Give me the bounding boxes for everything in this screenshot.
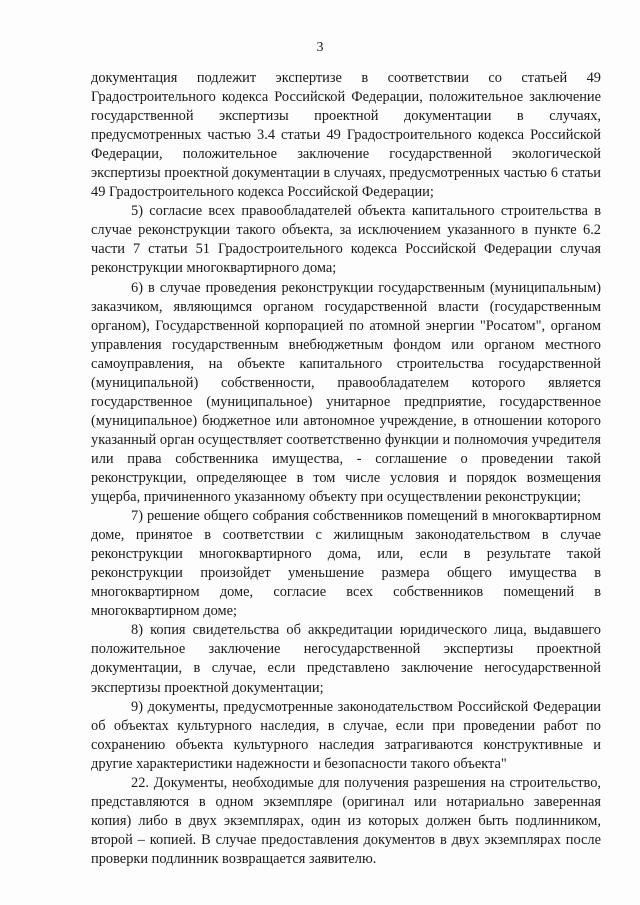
paragraph-continuation: документация подлежит экспертизе в соответствии со статьей 49 Градостроительного кодекса Российской Федерации, положительное заключение государственной экспертизы проектной документации в случаях, предусмотренных частью 3.4 статьи 49 Градостроительного кодекса Российской Федерации, положительное заключение государственной экологической экспертизы проектной документации в случаях, предусмотренных частью 6 статьи 49 Градостроительного кодекса Российской Федерации; xyxy=(91,70,601,201)
paragraph-item-5: 5) согласие всех правообладателей объекта капитального строительства в случае реконструкции такого объекта, за исключением указанного в пункте 6.2 части 7 статьи 51 Градостроительного кодекса Российской Федерации случая реконструкции многоквартирного дома; xyxy=(91,203,601,277)
document-body xyxy=(91,69,601,869)
page-number: 3 xyxy=(316,40,324,55)
paragraph-item-7: 7) решение общего собрания собственников помещений в многоквартирном доме, принятое в соответствии с жилищным законодательством в случае реконструкции многоквартирного дома, или, если в результате такой реконструкции произойдет уменьшение размера общего имущества в многоквартирном доме, согласие всех собственников помещений в многоквартирном доме; xyxy=(91,508,601,620)
paragraph-clause-22: 22. Документы, необходимые для получения разрешения на строительство, представляются в одном экземпляре (оригинал или нотариально заверенная копия) либо в двух экземплярах, один из которых должен быть подлинником, второй – копией. В случае предоставления документов в двух экземплярах после проверки подлинник возвращается заявителю. xyxy=(91,774,601,867)
paragraph-item-9: 9) документы, предусмотренные законодательством Российской Федерации об объектах культурного наследия, в случае, если при проведении работ по сохранению объекта культурного наследия затрагиваются конструктивные и другие характеристики надежности и безопасности такого объекта" xyxy=(91,698,601,772)
paragraph-item-8: 8) копия свидетельства об аккредитации юридического лица, выдавшего положительное заключение негосударственной экспертизы проектной документации, в случае, если представлено заключение негосударственной экспертизы проектной документации; xyxy=(91,622,601,696)
paragraph-item-6: 6) в случае проведения реконструкции государственным (муниципальным) заказчиком, являющимся органом государственной власти (государственным органом), Государственной корпорацией по атомной энергии "Росатом", органом управления государственным внебюджетным фондом или органом местного самоуправления, на объекте капитального строительства государственной (муниципальной) собственности, правообладателем которого является государственное (муниципальное) унитарное предприятие, государственное (муниципальное) бюджетное или автономное учреждение, в отношении которого указанный орган осуществляет соответственно функции и полномочия учредителя или права собственника имущества, - соглашение о проведении такой реконструкции, определяющее в том числе условия и порядок возмещения ущерба, причиненного указанному объекту при осуществлении реконструкции; xyxy=(91,279,601,506)
